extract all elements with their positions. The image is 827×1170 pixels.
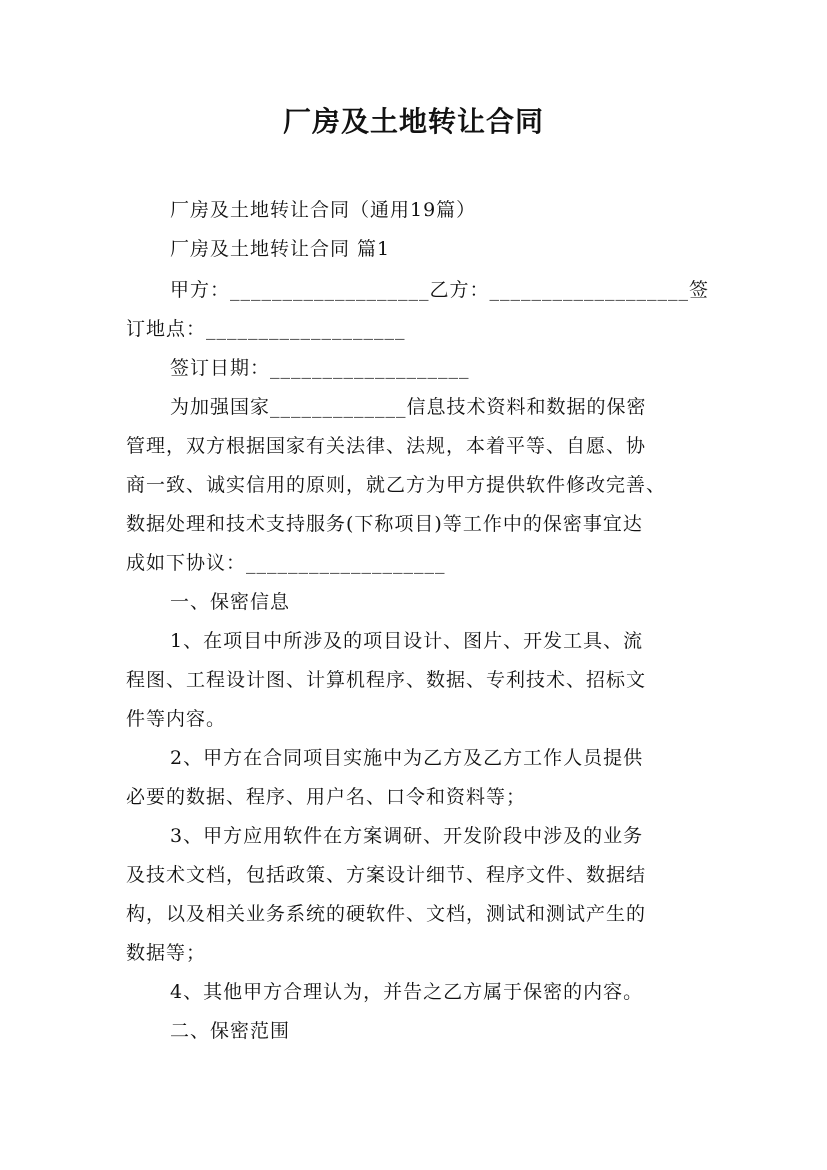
paragraph-line: 数据处理和技术支持服务(下称项目)等工作中的保密事宜达: [126, 513, 643, 535]
paragraph-line: 必要的数据、程序、用户名、口令和资料等；: [126, 786, 527, 808]
document-title: 厂房及土地转让合同: [282, 105, 544, 138]
signing-place-line: 订地点：___________________: [126, 318, 406, 340]
signing-date-line: 签订日期：___________________: [170, 357, 470, 379]
paragraph-line: 件等内容。: [126, 708, 227, 730]
paragraph-line: 1、在项目中所涉及的项目设计、图片、开发工具、流: [170, 630, 644, 652]
subtitle-line: 厂房及土地转让合同（通用19篇）: [170, 199, 477, 221]
paragraph-line: 数据等；: [126, 942, 207, 964]
paragraph-line: 商一致、诚实信用的原则，就乙方为甲方提供软件修改完善、: [126, 474, 667, 496]
paragraph-line: 及技术文档，包括政策、方案设计细节、程序文件、数据结: [126, 864, 647, 886]
section-heading: 厂房及土地转让合同 篇1: [170, 238, 391, 260]
paragraph-line: 为加强国家_____________信息技术资料和数据的保密: [170, 396, 647, 418]
paragraph-line: 管理，双方根据国家有关法律、法规，本着平等、自愿、协: [126, 435, 647, 457]
section-heading: 一、保密信息: [170, 591, 291, 613]
party-line: 甲方：___________________乙方：___________________签: [170, 279, 710, 301]
paragraph-line: 3、甲方应用软件在方案调研、开发阶段中涉及的业务: [170, 825, 644, 847]
paragraph-line: 成如下协议：___________________: [126, 552, 446, 574]
section-heading: 二、保密范围: [170, 1020, 291, 1042]
paragraph-line: 构，以及相关业务系统的硬软件、文档，测试和测试产生的: [126, 903, 647, 925]
paragraph-line: 4、其他甲方合理认为，并告之乙方属于保密的内容。: [170, 981, 644, 1003]
paragraph-line: 2、甲方在合同项目实施中为乙方及乙方工作人员提供: [170, 747, 644, 769]
paragraph-line: 程图、工程设计图、计算机程序、数据、专利技术、招标文: [126, 669, 647, 691]
